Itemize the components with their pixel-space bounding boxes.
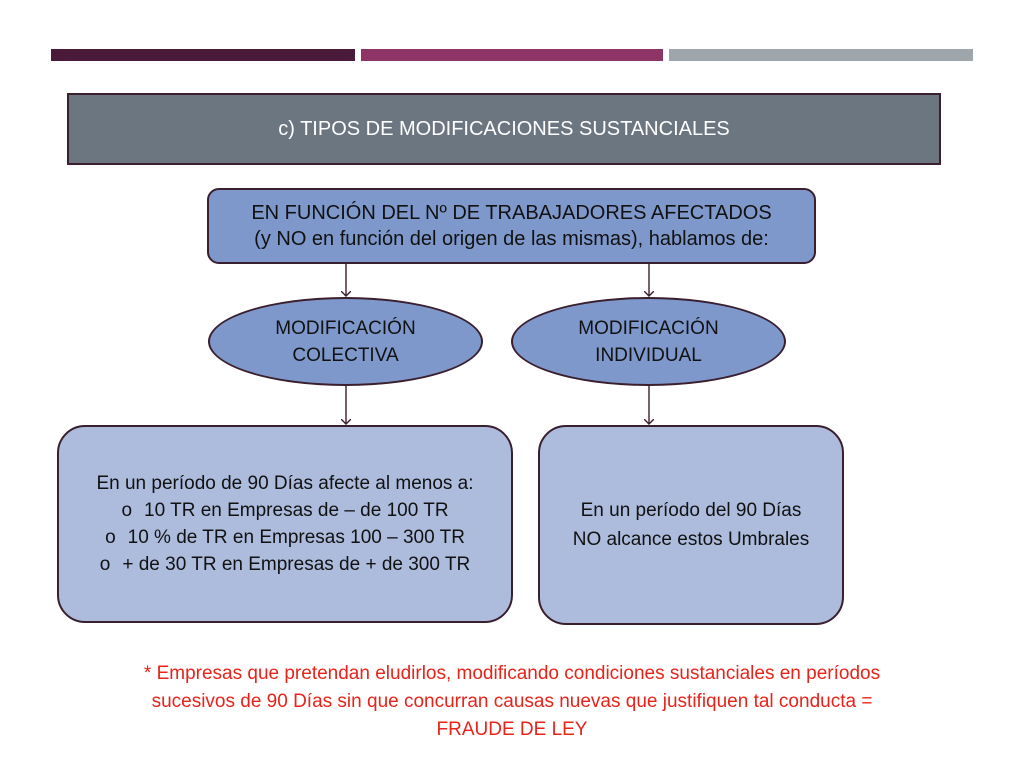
- bullet-marker: o: [99, 554, 111, 575]
- accent-bar-magenta: [361, 49, 663, 61]
- accent-bar-dark: [51, 49, 355, 61]
- individual-detail-box: [538, 425, 844, 625]
- colectiva-line-2: COLECTIVA: [292, 344, 399, 366]
- slide-title: c) TIPOS DE MODIFICACIONES SUSTANCIALES: [278, 117, 730, 140]
- individual-node: [511, 297, 786, 386]
- threshold-text: + de 30 TR en Empresas de + de 300 TR: [122, 554, 471, 575]
- threshold-item: [100, 551, 470, 578]
- individual-line-2: INDIVIDUAL: [595, 344, 702, 366]
- footnote-line-2: sucesivos de 90 Días sin que concurran causas nuevas que justifiquen tal conducta =: [151, 691, 873, 712]
- colectiva-detail-intro: En un período de 90 Días afecte al menos a:: [96, 473, 474, 494]
- criteria-line-1: EN FUNCIÓN DEL Nº DE TRABAJADORES AFECTADOS: [251, 202, 772, 224]
- footnote: [50, 660, 974, 744]
- individual-detail-line-1: En un período del 90 Días: [580, 500, 802, 521]
- threshold-item: [100, 524, 470, 551]
- footnote-line-3: FRAUDE DE LEY: [436, 719, 588, 740]
- colectiva-line-1: MODIFICACIÓN: [275, 317, 416, 339]
- criteria-box: [207, 188, 816, 264]
- accent-bar-gray: [669, 49, 973, 61]
- threshold-item: [100, 497, 470, 524]
- bullet-marker: o: [121, 500, 133, 521]
- threshold-text: 10 TR en Empresas de – de 100 TR: [144, 500, 449, 521]
- threshold-text: 10 % de TR en Empresas 100 – 300 TR: [127, 527, 465, 548]
- threshold-list: [100, 497, 470, 578]
- footnote-line-1: * Empresas que pretendan eludirlos, modificando condiciones sustanciales en períodos: [143, 663, 881, 684]
- individual-detail-line-2: NO alcance estos Umbrales: [572, 529, 810, 550]
- individual-line-1: MODIFICACIÓN: [578, 317, 719, 339]
- bullet-marker: o: [105, 527, 116, 548]
- colectiva-detail-box: [57, 425, 513, 623]
- colectiva-node: [208, 297, 483, 386]
- slide-title-box: [67, 93, 941, 165]
- criteria-line-2: (y NO en función del origen de las mismas), hablamos de:: [254, 228, 769, 250]
